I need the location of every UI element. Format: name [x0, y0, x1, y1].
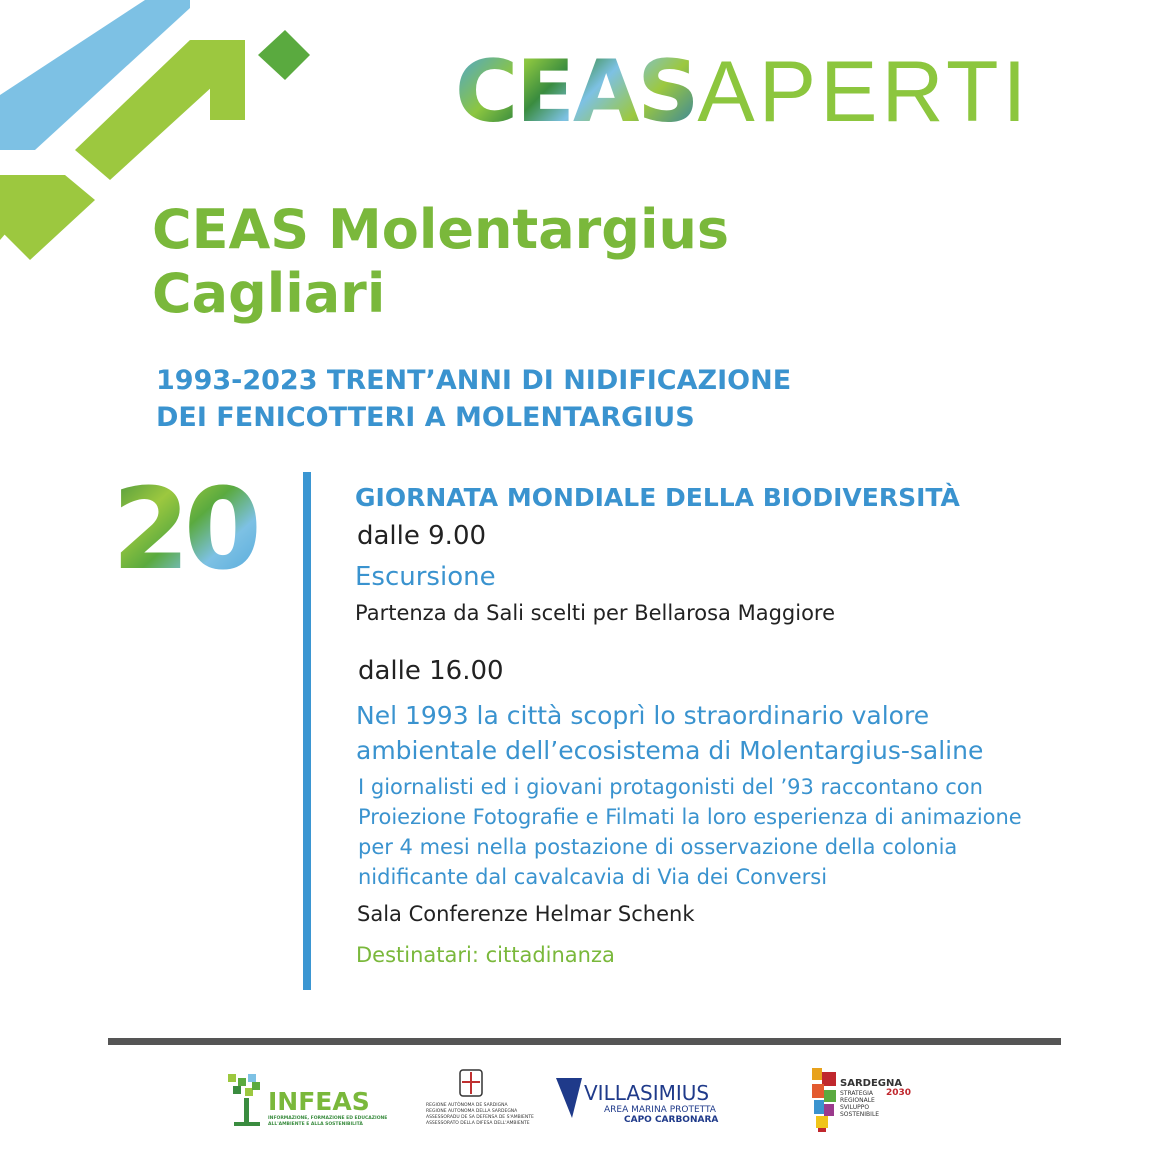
title-line-1: CEAS Molentargius: [152, 198, 730, 261]
sardegna-line-5: SOSTENIBILE: [840, 1111, 880, 1118]
event-time-2: dalle 16.00: [358, 656, 504, 686]
logo-ceas-text: CEAS: [455, 42, 698, 142]
event-activity-2-desc: [358, 772, 1022, 892]
infeas-sub-1: INFORMAZIONE, FORMAZIONE ED EDUCAZIONE: [268, 1116, 388, 1121]
activity-2-desc-line-2: Proiezione Fotografie e Filmati la loro esperienza di animazione: [358, 805, 1022, 829]
villasimius-name: VILLASIMIUS: [584, 1081, 710, 1105]
sardegna-year: 2030: [886, 1088, 912, 1098]
footer-logos: [0, 1060, 1170, 1140]
vertical-divider: [303, 472, 311, 990]
subtitle: [156, 362, 791, 436]
activity-2-desc-line-3: per 4 mesi nella postazione di osservazione della colonia: [358, 835, 958, 859]
event-heading: GIORNATA MONDIALE DELLA BIODIVERSITÀ: [355, 483, 960, 512]
regione-crest-icon: [460, 1070, 482, 1096]
regione-logo: [426, 1070, 534, 1126]
sardegna-2030-logo: [812, 1068, 911, 1132]
sardegna-map-icon: [812, 1068, 836, 1132]
regione-line-2: REGIONE AUTONOMA DELLA SARDEGNA: [426, 1109, 518, 1114]
day-number: [112, 468, 282, 578]
infeas-name: INFEAS: [268, 1087, 370, 1116]
infeas-sub-2: ALL'AMBIENTE E ALLA SOSTENIBILITÀ: [268, 1122, 363, 1127]
logo-aperti-text: APERTI: [697, 44, 1031, 140]
ceas-aperti-logo: [455, 42, 1031, 142]
footer-divider: [108, 1038, 1061, 1045]
subtitle-line-2: DEI FENICOTTERI A MOLENTARGIUS: [156, 402, 695, 433]
villasimius-logo: [556, 1078, 718, 1125]
villasimius-v-icon: [556, 1078, 582, 1118]
event-activity-1-desc: Partenza da Sali scelti per Bellarosa Maggiore: [355, 601, 836, 625]
activity-2-title-line-1: Nel 1993 la città scoprì lo straordinario valore: [356, 701, 930, 730]
event-audience: Destinatari: cittadinanza: [356, 943, 615, 967]
sardegna-line-3: REGIONALE: [840, 1097, 875, 1104]
infeas-logo: [228, 1074, 387, 1127]
activity-2-desc-line-4: nidificante dal cavalcavia di Via dei Conversi: [358, 865, 828, 889]
regione-line-1: REGIONE AUTÒNOMA DE SARDIGNA: [426, 1103, 508, 1108]
villasimius-line-3: CAPO CARBONARA: [624, 1115, 719, 1125]
sardegna-name: SARDEGNA: [840, 1078, 903, 1089]
event-activity-2-title: [356, 698, 983, 768]
event-time-1: dalle 9.00: [357, 521, 487, 551]
activity-2-title-line-2: ambientale dell’ecosistema di Molentargius-saline: [356, 736, 984, 765]
sardegna-line-2: STRATEGIA: [840, 1090, 874, 1097]
title-line-2: Cagliari: [152, 262, 386, 325]
infeas-tree-icon: [228, 1074, 260, 1126]
regione-line-3: ASSESSORADU DE SA DEFENSA DE S'AMBIENTE: [426, 1115, 534, 1120]
subtitle-line-1: 1993-2023 TRENT’ANNI DI NIDIFICAZIONE: [156, 365, 792, 396]
regione-line-4: ASSESSORATO DELLA DIFESA DELL'AMBIENTE: [426, 1121, 530, 1126]
sardegna-line-4: SVILUPPO: [840, 1104, 870, 1111]
day-number-text: 20: [112, 468, 256, 578]
activity-2-desc-line-1: I giornalisti ed i giovani protagonisti del ’93 raccontano con: [358, 775, 983, 799]
event-activity-1: Escursione: [355, 562, 496, 592]
event-location: Sala Conferenze Helmar Schenk: [357, 902, 695, 926]
page-title: [152, 198, 729, 326]
villasimius-line-2: AREA MARINA PROTETTA: [604, 1105, 716, 1115]
